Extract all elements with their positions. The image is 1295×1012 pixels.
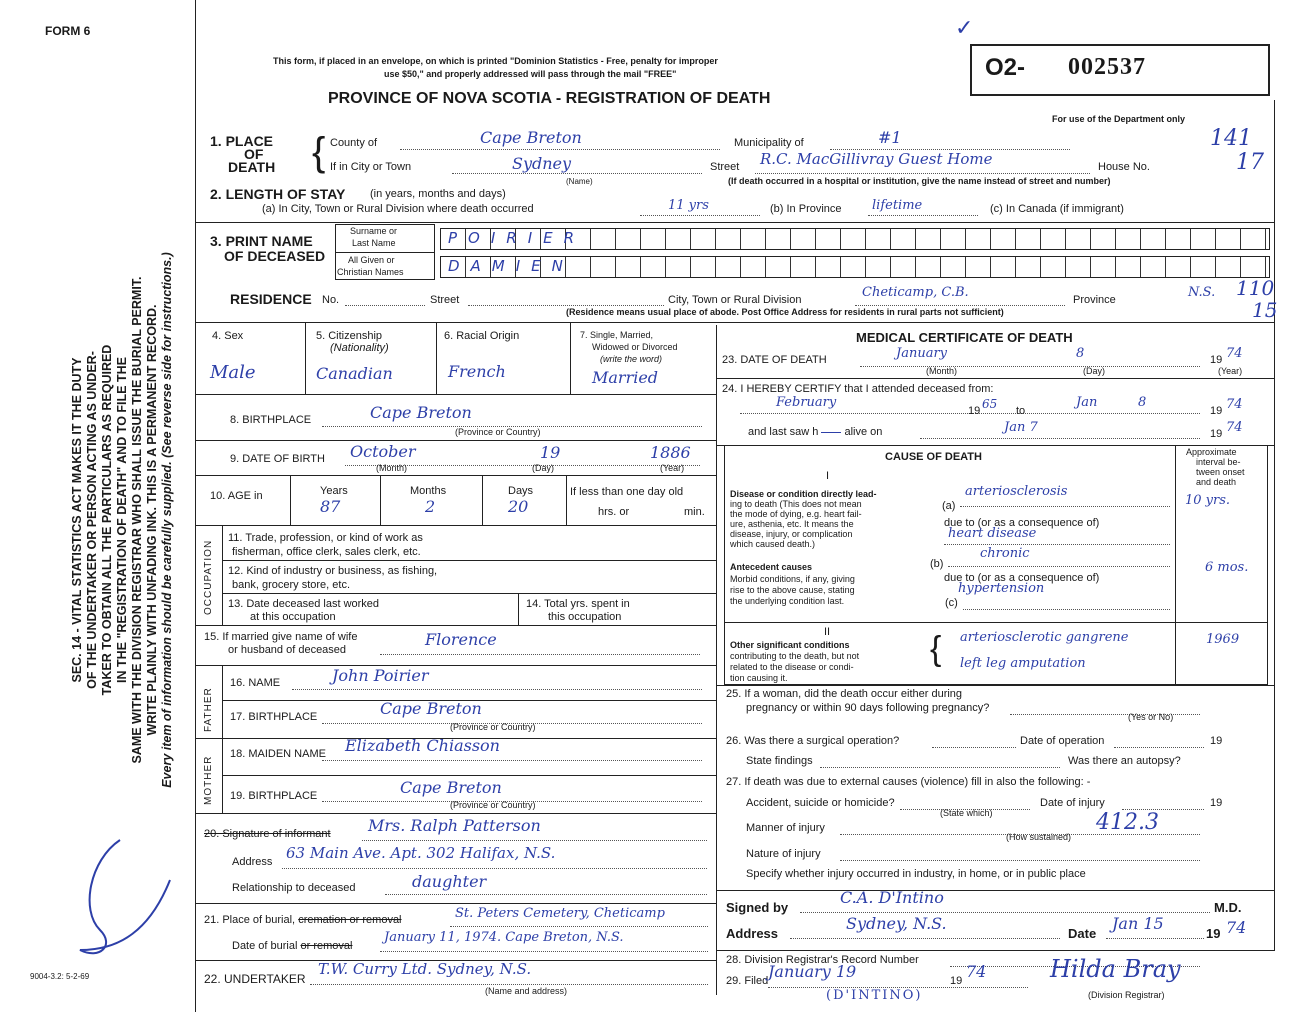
q26-findings-label: State findings: [746, 755, 813, 767]
residence-street-label: Street: [430, 294, 460, 306]
address-date-value: Jan 15: [1112, 914, 1164, 933]
birthplace-label: 8. BIRTHPLACE: [230, 414, 312, 426]
residence-code-2: 15: [1252, 298, 1278, 322]
informant-value: Mrs. Ralph Patterson: [368, 816, 541, 835]
occ-q11-1: 11. Trade, profession, or kind of work as: [228, 532, 423, 544]
to-month: Jan: [1076, 395, 1098, 410]
due-1-label: due to (or as a consequence of): [944, 517, 1100, 529]
mother-line: [195, 813, 716, 814]
burial-date-label: [232, 940, 352, 952]
place-code-1: 141: [1210, 126, 1252, 151]
registrar-note: (D'INTINO): [826, 988, 923, 1003]
occ-q12-2: bank, grocery store, etc.: [232, 579, 350, 591]
racial-value: French: [448, 362, 506, 381]
residence-line: [195, 322, 1275, 323]
street-label: Street: [710, 161, 740, 173]
street-line: [755, 173, 1090, 174]
middle-divider-line: [716, 325, 717, 995]
side-notice-line-5: SAME WITH THE DIVISION REGISTRAR WHO SHALL ISSUE THE BURIAL PERMIT.: [130, 276, 144, 764]
name-label-divider: [335, 252, 435, 253]
cause-part2-line: [724, 622, 1268, 623]
dob-day-label: (Day): [532, 463, 554, 473]
mother-name-label: 18. MAIDEN NAME: [230, 748, 326, 760]
postal-notice-2: use $50," and properly addressed will pass through the mail "FREE": [384, 69, 677, 79]
cause-b-line: [948, 566, 1170, 567]
dod-label: 23. DATE OF DEATH: [722, 354, 827, 366]
q26-date-label: Date of operation: [1020, 735, 1105, 747]
signed-label: Signed by: [726, 900, 789, 915]
from-year-prefix: 19: [968, 405, 981, 417]
registrar-initial-mark: [60, 820, 180, 970]
place-label-2: OF: [244, 146, 264, 162]
due-1-value: heart disease: [948, 526, 1037, 541]
lastsaw-year: 74: [1226, 420, 1243, 435]
direct-6: which caused death.): [730, 539, 816, 549]
occ-q13-1: 13. Date deceased last worked: [228, 598, 380, 610]
marital-label-3: (write the word): [600, 354, 663, 364]
stay-a-label: (a) In City, Town or Rural Division where death occurred: [262, 203, 534, 215]
informant-address-value: 63 Main Ave. Apt. 302 Halifax, N.S.: [286, 844, 556, 862]
q28-label: 28. Division Registrar's Record Number: [726, 954, 919, 966]
given-label-1: All Given or: [348, 255, 395, 265]
registrar-sublabel: (Division Registrar): [1088, 990, 1165, 1000]
due-2-value: hypertension: [958, 581, 1045, 596]
row4-line: [195, 394, 716, 395]
dept-use-label: For use of the Department only: [1052, 114, 1186, 124]
informant-rel-value: daughter: [412, 872, 487, 891]
residence-city-line: [855, 305, 1065, 306]
direct-1: Disease or condition directly lead-: [730, 489, 877, 499]
q29-year: 74: [966, 962, 987, 981]
signed-value: C.A. D'Intino: [840, 888, 944, 907]
burial-place-line: [450, 926, 708, 927]
place-label-3: DEATH: [228, 159, 276, 175]
registrar-signature: Hilda Bray: [1050, 955, 1181, 983]
direct-5: disease, injury, or complication: [730, 529, 853, 539]
given-value: DAMIEN: [448, 257, 574, 275]
age-hrs-label: hrs. or: [598, 506, 630, 518]
side-notice-line-6: WRITE PLAINLY WITH UNFADING INK. THIS IS A PERMANENT RECORD.: [145, 304, 159, 736]
q29-date: January 19: [768, 962, 857, 981]
interval-2: interval be-: [1196, 457, 1241, 467]
lastsaw-line: [920, 438, 1200, 439]
spouse-value: Florence: [425, 630, 497, 649]
name-label-1: 3. PRINT NAME: [210, 233, 313, 249]
house-label: House No.: [1098, 161, 1150, 173]
stay-b-label: (b) In Province: [770, 203, 842, 215]
stay-c-label: (c) In Canada (if immigrant): [990, 203, 1124, 215]
age-years-value: 87: [320, 497, 341, 516]
med-q24-line: [716, 378, 1275, 379]
cause-part1: I: [826, 470, 830, 482]
checkmark-icon: ✓: [955, 15, 974, 40]
cause-b-interval: 6 mos.: [1205, 560, 1249, 575]
father-name-label: 16. NAME: [230, 677, 281, 689]
citizenship-value: Canadian: [316, 364, 393, 383]
q27-manner-label: Manner of injury: [746, 822, 825, 834]
to-day: 8: [1138, 395, 1147, 410]
age-min-label: min.: [684, 506, 705, 518]
father-name-value: John Poirier: [332, 666, 429, 685]
informant-rel-label: Relationship to deceased: [232, 882, 356, 894]
occ-q14-2: this occupation: [548, 611, 622, 623]
side-notice-block: [70, 140, 175, 900]
direct-3: the mode of dying, e.g. heart fail-: [730, 509, 862, 519]
due-2-label: due to (or as a consequence of): [944, 572, 1100, 584]
due-1-line: [944, 544, 1170, 545]
to-year-prefix: 19: [1210, 405, 1223, 417]
certify-label: 24. I HEREBY CERTIFY that I attended deceased from:: [722, 383, 994, 395]
place-label-1: 1. PLACE: [210, 133, 274, 149]
dod-line: [860, 366, 1200, 367]
undertaker-label: 22. UNDERTAKER: [204, 972, 306, 986]
birthplace-value: Cape Breton: [370, 403, 472, 422]
postal-notice-1: This form, if placed in an envelope, on which is printed "Dominion Statistics - Free, penalty for improper: [273, 56, 718, 66]
side-notice-line-7: Every item of information should be carefully supplied. (See reverse side for instructions.): [160, 252, 174, 788]
side-notice-line-1: SEC. 14 - VITAL STATISTICS ACT MAKES IT THE DUTY: [70, 357, 84, 683]
q26-line-1: [932, 747, 1016, 748]
informant-line: [195, 903, 716, 904]
informant-label-text: 20. Signature of informant: [204, 828, 331, 840]
page-title: PROVINCE OF NOVA SCOTIA - REGISTRATION OF DEATH: [328, 90, 771, 107]
dob-month-label: (Month): [376, 463, 408, 473]
cause-interval-col: [1175, 445, 1176, 685]
stay-b-value: lifetime: [872, 198, 923, 213]
dod-month: January: [896, 346, 948, 361]
age-days-label: Days: [508, 485, 534, 497]
dod-month-label: (Month): [926, 366, 958, 376]
q25-label-1: 25. If a woman, did the death occur either during: [726, 688, 963, 700]
burial-place-value: St. Peters Cemetery, Cheticamp: [455, 906, 665, 921]
med-cause-bottom: [716, 685, 1275, 686]
mother-name-value: Elizabeth Chiasson: [345, 736, 500, 755]
antecedent-1: Morbid conditions, if any, giving: [730, 574, 855, 584]
county-label: County of: [330, 137, 378, 149]
burial-date-label-a: Date of burial: [232, 940, 298, 952]
address-value: Sydney, N.S.: [846, 914, 947, 933]
age-col-2: [380, 475, 381, 525]
father-bp-sublabel: (Province or Country): [450, 722, 536, 732]
q27-nature-line: [840, 860, 1200, 861]
direct-2: ing to death (This does not mean: [730, 499, 862, 509]
interval-4: and death: [1196, 477, 1237, 487]
name-label-2: OF DECEASED: [224, 248, 326, 264]
signed-md: M.D.: [1214, 900, 1242, 915]
city-label: If in City or Town: [330, 161, 412, 173]
father-side-label: FATHER: [203, 687, 214, 732]
occupation-side-label: OCCUPATION: [203, 539, 214, 615]
residence-code-1: 110: [1236, 276, 1275, 300]
lastsaw-year-prefix: 19: [1210, 428, 1223, 440]
col-line-3: [570, 322, 571, 394]
age-col-3: [482, 475, 483, 525]
top-section-line: [195, 222, 1275, 223]
spouse-label-2: or husband of deceased: [228, 644, 347, 656]
cause-c-line: [963, 609, 1170, 610]
cause-a-line: [960, 506, 1170, 507]
row8-line: [195, 440, 716, 441]
cause-a-interval: 10 yrs.: [1185, 493, 1231, 508]
informant-label: [204, 828, 331, 840]
burial-place-label: [204, 914, 402, 926]
brace-icon: {: [312, 130, 326, 174]
marital-label-2: Widowed or Divorced: [592, 342, 678, 352]
address-date-label: Date: [1068, 926, 1097, 941]
q27-sustained-sublabel: (How sustained): [1006, 832, 1072, 842]
q26-year-prefix: 19: [1210, 735, 1223, 747]
father-side-col: [222, 665, 223, 738]
age-col-1: [290, 475, 291, 525]
place-code-2: 17: [1236, 150, 1264, 175]
occ-q12-1: 12. Kind of industry or business, as fishing,: [228, 565, 438, 577]
mother-inner: [222, 775, 716, 776]
side-notice-line-4: IN THE "REGISTRATION OF DEATH" AND TO FILE THE: [115, 357, 129, 683]
occ-row-2: [222, 593, 716, 594]
hospital-note: (If death occurred in a hospital or institution, give the name instead of street and number): [728, 176, 1111, 186]
lastsaw-label: [748, 426, 882, 438]
address-year: 74: [1226, 918, 1247, 937]
informant-address-line: [282, 868, 707, 869]
residence-province-value: N.S.: [1188, 285, 1216, 300]
antecedent-2: rise to the above cause, stating: [730, 585, 855, 595]
stay-a-value: 11 yrs: [668, 198, 709, 213]
burial-date-label-b: or removal: [300, 940, 353, 952]
occ-q13-2: at this occupation: [250, 611, 336, 623]
burial-date-line: [380, 951, 708, 952]
occ-q14-1: 14. Total yrs. spent in: [526, 598, 630, 610]
interval-3: tween onset: [1196, 467, 1245, 477]
address-label: Address: [726, 926, 779, 941]
stay-b-line: [868, 215, 978, 216]
surname-label-1: Surname or: [350, 226, 398, 236]
row9-line: [195, 475, 716, 476]
q27-year-prefix: 19: [1210, 797, 1223, 809]
mother-name-line: [322, 760, 702, 761]
side-notice-line-3: TAKER TO OBTAIN ALL THE PARTICULARS AS REQUIRED: [100, 344, 114, 696]
dob-year-label: (Year): [660, 463, 685, 473]
antecedent-3: the underlying condition last.: [730, 596, 845, 606]
stay-a-line: [640, 215, 760, 216]
occ-q11-2: fisherman, office clerk, sales clerk, etc.: [232, 546, 421, 558]
q27-state-sublabel: (State which): [940, 808, 993, 818]
serial-prefix: O2-: [985, 54, 1026, 81]
medical-heading: MEDICAL CERTIFICATE OF DEATH: [856, 330, 1073, 345]
q25-sublabel: (Yes or No): [1128, 712, 1174, 722]
q25-label-2: pregnancy or within 90 days following pregnancy?: [746, 702, 990, 714]
other-3: related to the disease or condi-: [730, 662, 854, 672]
residence-note: (Residence means usual place of abode. Post Office Address for residents in rural parts not sufficient): [566, 307, 1004, 317]
city-line: [452, 173, 702, 174]
mother-side-label: MOTHER: [203, 755, 214, 805]
marital-label-1: 7. Single, Married,: [580, 330, 654, 340]
q26-findings-line: [820, 767, 1060, 768]
cause-c-label: (c): [945, 597, 958, 609]
residence-province-label: Province: [1073, 294, 1116, 306]
informant-rel-line: [385, 894, 707, 895]
q26-autopsy-label: Was there an autopsy?: [1068, 755, 1181, 767]
q27-nature-label: Nature of injury: [746, 848, 821, 860]
street-value: R.C. MacGillivray Guest Home: [760, 150, 993, 168]
dob-month: October: [350, 442, 416, 461]
lastsaw-label-b: alive on: [844, 426, 883, 438]
interval-1: Approximate: [1186, 447, 1237, 457]
other-2: contributing to the death, but not: [730, 651, 860, 661]
mother-bp-value: Cape Breton: [400, 778, 502, 797]
undertaker-line: [310, 984, 708, 985]
spouse-line: [380, 654, 700, 655]
dod-year-prefix: 19: [1210, 354, 1223, 366]
age-label: 10. AGE in: [210, 490, 263, 502]
citizenship-sublabel: (Nationality): [330, 342, 389, 354]
other-1: Other significant conditions: [730, 640, 850, 650]
residence-no-line: [345, 305, 425, 306]
q26-label: 26. Was there a surgical operation?: [726, 735, 900, 747]
address-date-line: [1106, 938, 1204, 939]
marital-value: Married: [592, 368, 659, 387]
given-label-2: Christian Names: [337, 267, 404, 277]
signed-line: [800, 912, 1210, 913]
q27-code: 412.3: [1096, 810, 1159, 835]
form-code: 9004-3.2: 5-2-69: [30, 972, 90, 981]
sex-value: Male: [210, 362, 256, 383]
occupation-line: [195, 625, 716, 626]
row10-line: [195, 525, 716, 526]
dob-label: 9. DATE OF BIRTH: [230, 453, 325, 465]
municipality-label: Municipality of: [734, 137, 804, 149]
other-year: 1969: [1206, 632, 1240, 647]
father-bp-label: 17. BIRTHPLACE: [230, 711, 318, 723]
age-years-label: Years: [320, 485, 348, 497]
cause-a-label: (a): [942, 500, 956, 512]
burial-place-label-a: 21. Place of burial,: [204, 914, 296, 926]
other-value-2: left leg amputation: [960, 656, 1086, 671]
surname-label-2: Last Name: [352, 238, 396, 248]
burial-place-label-b: cremation or removal: [298, 914, 402, 926]
q29-year-prefix: 19: [950, 975, 963, 987]
q29-label: 29. Filed: [726, 975, 769, 987]
age-months-label: Months: [410, 485, 447, 497]
residence-city-value: Cheticamp, C.B.: [862, 285, 969, 300]
spouse-line: [195, 665, 716, 666]
q27-date-label: Date of injury: [1040, 797, 1105, 809]
lastsaw-value: Jan 7: [1004, 420, 1038, 435]
age-lt-label: If less than one day old: [570, 486, 684, 498]
cause-a-value: arteriosclerosis: [965, 484, 1068, 499]
dod-year-label: (Year): [1218, 366, 1243, 376]
other-brace-icon: {: [930, 630, 942, 668]
residence-city-label: City, Town or Rural Division: [668, 294, 802, 306]
serial-number: 002537: [1068, 54, 1146, 80]
dod-year: 74: [1226, 346, 1243, 361]
residence-street-line: [468, 305, 664, 306]
mother-bp-sublabel: (Province or Country): [450, 800, 536, 810]
age-days-value: 20: [508, 497, 529, 516]
col-line-2: [436, 322, 437, 394]
age-col-4: [566, 475, 567, 525]
left-margin-line: [195, 0, 196, 1012]
residence-no-label: No.: [322, 294, 340, 306]
dod-day-label: (Day): [1083, 366, 1105, 376]
med-signed-line: [716, 890, 1275, 891]
address-year-prefix: 19: [1206, 926, 1221, 941]
other-value-1: arteriosclerotic gangrene: [960, 630, 1129, 645]
birthplace-sublabel: (Province or Country): [455, 427, 541, 437]
from-month: February: [776, 395, 837, 410]
antecedent-label: Antecedent causes: [730, 562, 813, 572]
to-label: to: [1016, 405, 1026, 417]
stay-sublabel: (in years, months and days): [370, 188, 506, 200]
lastsaw-label-a: and last saw h: [748, 426, 819, 438]
cause-heading: CAUSE OF DEATH: [885, 451, 982, 463]
address-line: [790, 938, 1060, 939]
q27-label: 27. If death was due to external causes (violence) fill in also the following: -: [726, 776, 1091, 788]
name-sublabel: (Name): [566, 177, 593, 186]
citizenship-label: 5. Citizenship: [316, 330, 383, 342]
mother-bp-label: 19. BIRTHPLACE: [230, 790, 318, 802]
racial-label: 6. Racial Origin: [444, 330, 520, 342]
q26-date-line: [1114, 747, 1204, 748]
form-label: FORM 6: [45, 24, 91, 38]
cause-b-label: (b): [930, 558, 944, 570]
municipality-value: #1: [878, 128, 902, 147]
sex-label: 4. Sex: [212, 330, 244, 342]
other-4: tion causing it.: [730, 673, 788, 683]
q27-accident-label: Accident, suicide or homicide?: [746, 797, 895, 809]
dob-year: 1886: [650, 443, 691, 462]
spouse-label-1: 15. If married give name of wife: [204, 631, 358, 643]
stay-label: 2. LENGTH OF STAY: [210, 186, 346, 202]
city-value: Sydney: [512, 154, 572, 173]
occ-row-1: [222, 560, 716, 561]
burial-date-value: January 11, 1974. Cape Breton, N.S.: [384, 930, 624, 945]
to-year: 74: [1226, 397, 1243, 412]
age-months-value: 2: [425, 497, 436, 516]
county-line: [400, 149, 720, 150]
dod-day: 8: [1076, 346, 1085, 361]
occ-q14-col: [518, 593, 519, 625]
q27-specify-label: Specify whether injury occurred in industry, in home, or in public place: [746, 868, 1086, 880]
father-name-line: [292, 689, 702, 690]
surname-value: POIRIER: [448, 229, 586, 247]
cause-part2: II: [824, 626, 831, 638]
dob-day: 19: [540, 443, 561, 462]
direct-4: ure, asthenia, etc. It means the: [730, 519, 854, 529]
occ-side-col: [222, 525, 223, 625]
father-bp-value: Cape Breton: [380, 699, 482, 718]
right-border-line: [1274, 100, 1275, 950]
undertaker-value: T.W. Curry Ltd. Sydney, N.S.: [318, 960, 532, 978]
residence-label: RESIDENCE: [230, 291, 312, 307]
med-registrar-line: [716, 950, 1275, 951]
county-value: Cape Breton: [480, 128, 582, 147]
col-line-1: [305, 322, 306, 394]
informant-line: [362, 840, 707, 841]
cause-b-value: chronic: [980, 546, 1030, 561]
undertaker-sublabel: (Name and address): [485, 986, 568, 996]
side-notice-line-2: OF THE UNDERTAKER OR PERSON ACTING AS UNDER-: [85, 351, 99, 689]
informant-address-label: Address: [232, 856, 273, 868]
from-year: 65: [982, 397, 998, 411]
lastsaw-strike: [821, 432, 841, 433]
